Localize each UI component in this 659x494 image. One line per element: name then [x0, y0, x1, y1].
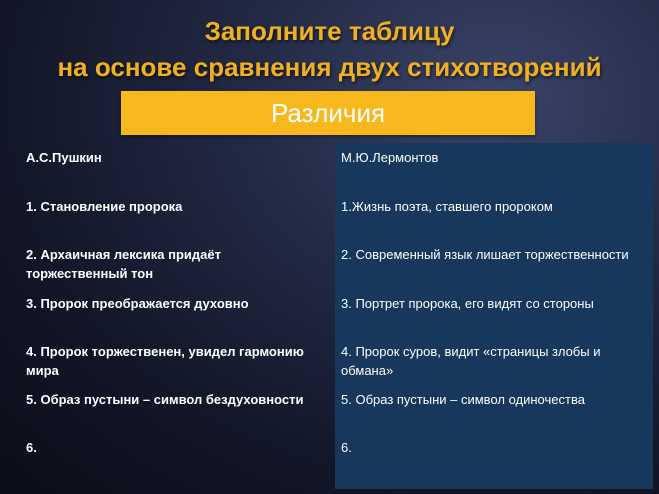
table-cell-lermontov-3: 3. Портрет пророка, его видят со стороны — [341, 296, 594, 311]
table-cell-pushkin-1: 1. Становление пророка — [26, 199, 183, 214]
table-cell-lermontov-4: 4. Пророк суров, видит «страницы злобы и обмана» — [341, 344, 601, 378]
slide-title-line-2: на основе сравнения двух стихотворений — [57, 52, 602, 82]
table-cell-lermontov-2: 2. Современный язык лишает торжественности — [341, 247, 629, 262]
differences-banner-label: Различия — [270, 97, 386, 128]
table-cell-lermontov-1: 1.Жизнь поэта, ставшего пророком — [341, 199, 553, 214]
table-cell-pushkin-3: 3. Пророк преображается духовно — [26, 296, 249, 311]
table-cell-lermontov-header: М.Ю.Лермонтов — [341, 150, 439, 165]
table-cell-pushkin-header: А.С.Пушкин — [26, 150, 102, 165]
slide-title-line-1: Заполните таблицу — [204, 16, 455, 46]
table-cell-pushkin-4: 4. Пророк торжественен, увидел гармонию мира — [26, 344, 304, 378]
table-cell-pushkin-6: 6. — [26, 440, 37, 455]
table-cell-lermontov-6: 6. — [341, 440, 352, 455]
table-cell-pushkin-2: 2. Архаичная лексика придаёт торжественный тон — [26, 247, 221, 281]
differences-banner — [121, 91, 535, 135]
table-cell-pushkin-5: 5. Образ пустыни – символ бездуховности — [26, 392, 304, 407]
table-cell-lermontov-5: 5. Образ пустыни – символ одиночества — [341, 392, 585, 407]
